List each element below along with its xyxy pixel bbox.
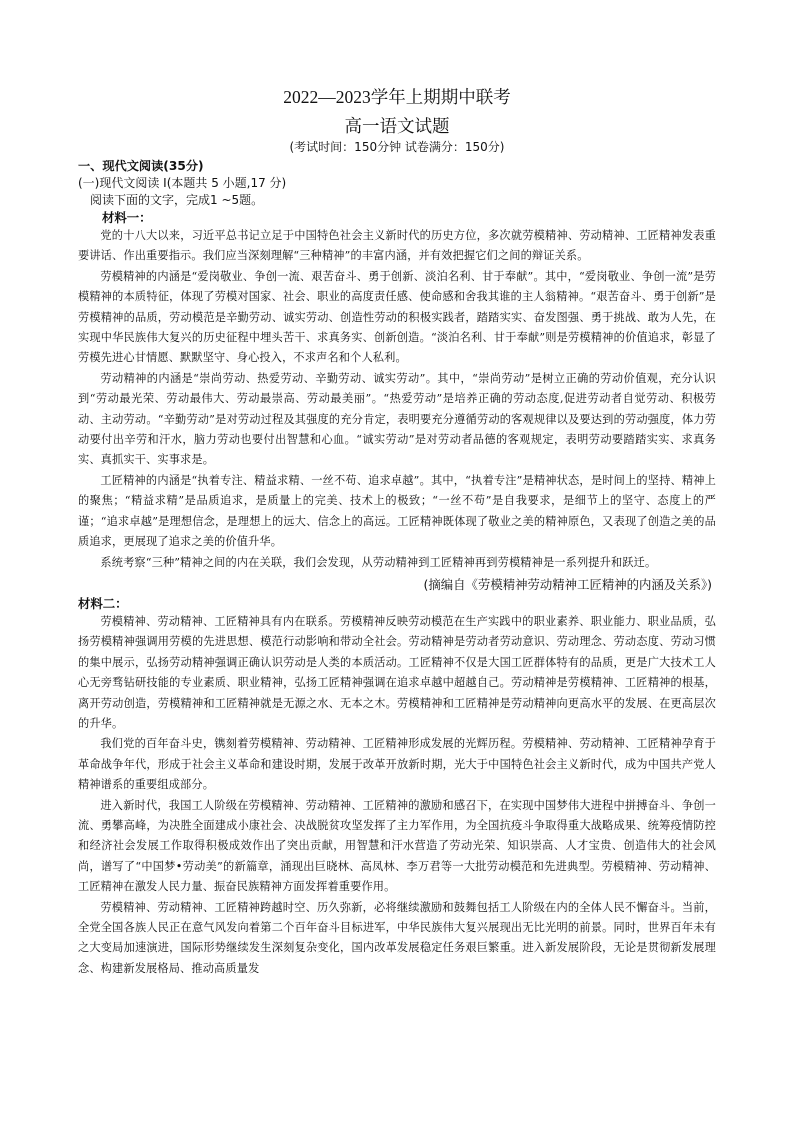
material-one-paragraph: 系统考察“三种”精神之间的内在关联，我们会发现，从劳动精神到工匠精神再到劳模精神是一系列提升和跃迁。 — [100, 555, 657, 569]
sub-section-heading: (一)现代文阅读 I(本题共 5 小题,17 分) — [78, 176, 287, 190]
exam-info: (考试时间：150分钟 试卷满分：150分) — [289, 140, 505, 154]
material-one-source: (摘编自《劳模精神劳动精神工匠精神的内涵及关系》) — [423, 576, 712, 592]
material-two-paragraph: 我们党的百年奋斗史，镌刻着劳模精神、劳动精神、工匠精神形成发展的光辉历程。劳模精神、劳动精神、工匠精神孕育于革命战争年代，形成于社会主义革命和建设时期，发展于改革开放新时期，光大于中国特色社会主义新时代，成为中国共产党人精神谱系的重要组成部分。 — [78, 737, 716, 792]
material-two-paragraph: 进入新时代，我国工人阶级在劳模精神、劳动精神、工匠精神的激励和感召下，在实现中国梦伟大进程中拼搏奋斗、争创一流、勇攀高峰，为决胜全面建成小康社会、决战脱贫攻坚发挥了主力军作用，为全国抗疫斗争取得重大战略成果、统筹疫情防控和经济社会发展工作取得积极成效作出了突出贡献，用智慧和汗水营造了劳动光荣、知识崇高、人才宝贵、创造伟大的社会风尚，谱写了“中国梦•劳动美”的新篇章，涌现出巨晓林、高凤林、李万君等一大批劳动模范和先进典型。劳模精神、劳动精神、工匠精神在激发人民力量、振奋民族精神方面发挥着重要作用。 — [78, 798, 716, 894]
material-one-paragraph: 党的十八大以来，习近平总书记立足于中国特色社会主义新时代的历史方位，多次就劳模精神、劳动精神、工匠精神发表重要讲话、作出重要指示。我们应当深刻理解“三种精神”的丰富内涵，并有效把握它们之间的辩证关系。 — [78, 229, 716, 263]
material-one-paragraph: 劳动精神的内涵是“崇尚劳动、热爱劳动、辛勤劳动、诚实劳动”。其中，“崇尚劳动”是树立正确的劳动价值观，充分认识到“劳动最光荣、劳动最伟大、劳动最崇高、劳动最美丽”。“热爱劳动”是培养正确的劳动态度,促进劳动者自觉劳动、积极劳动、主动劳动。“辛勤劳动”是对劳动过程及其强度的充分肯定，表明要充分遵循劳动的客观规律以及要达到的劳动强度，体力劳动要付出辛劳和汗水，脑力劳动也要付出智慧和心血。“诚实劳动”是对劳动者品德的客观规定，表明劳动要踏踏实实、求真务实、真抓实干、实事求是。 — [78, 371, 716, 467]
material-two-paragraph: 劳模精神、劳动精神、工匠精神跨越时空、历久弥新，必将继续激励和鼓舞包括工人阶级在内的全体人民不懈奋斗。当前，全党全国各族人民正在意气风发向着第二个百年奋斗目标进军，中华民族伟大复兴展现出无比光明的前景。同时，世界百年未有之大变局加速演进，国际形势继续发生深刻复杂变化，国内改革发展稳定任务艰巨繁重。进入新发展阶段，无论是贯彻新发展理念、构建新发展格局、推动高质量发 — [78, 900, 716, 975]
section-heading: 一、现代文阅读(35分) — [78, 159, 204, 173]
exam-subtitle: 高一语文试题 — [344, 116, 450, 136]
material-one-label: 材料一： — [102, 210, 152, 225]
reading-instruction: 阅读下面的文字，完成1 ~5题。 — [90, 193, 264, 207]
material-one-paragraph: 劳模精神的内涵是“爱岗敬业、争创一流、艰苦奋斗、勇于创新、淡泊名利、甘于奉献”。其中，“爱岗敬业、争创一流”是劳模精神的本质特征，体现了劳模对国家、社会、职业的高度责任感、使命感和舍我其谁的主人翁精神。“艰苦奋斗、勇于创新”是劳模精神的品质，劳动模范是辛勤劳动、诚实劳动、创造性劳动的积极实践者，踏踏实实、奋发图强、勇于挑战、敢为人先，在实现中华民族伟大复兴的历史征程中埋头苦干、求真务实、创新创造。“淡泊名利、甘于奉献”则是劳模精神的价值追求，彰显了劳模先进心甘情愿、默默坚守、身心投入，不求声名和个人私利。 — [78, 269, 716, 365]
material-one-paragraph: 工匠精神的内涵是“执着专注、精益求精、一丝不苟、追求卓越”。其中，“执着专注”是精神状态，是时间上的坚持、精神上的聚焦；“精益求精”是品质追求，是质量上的完美、技术上的极致；“一丝不苟”是自我要求，是细节上的坚守、态度上的严谨；“追求卓越”是理想信念，是理想上的远大、信念上的高远。工匠精神既体现了敬业之美的精神原色，又表现了创造之美的品质追求，更展现了追求之美的价值升华。 — [78, 473, 716, 549]
exam-title: 2022—2023学年上期期中联考 — [283, 87, 511, 107]
material-two-label: 材料二： — [78, 595, 128, 611]
material-two-paragraph: 劳模精神、劳动精神、工匠精神具有内在联系。劳模精神反映劳动模范在生产实践中的职业素养、职业能力、职业品质，弘扬劳模精神强调用劳模的先进思想、模范行动影响和带动全社会。劳动精神是劳动者劳动意识、劳动理念、劳动态度、劳动习惯的集中展示，弘扬劳动精神强调正确认识劳动是人类的本质活动。工匠精神不仅是大国工匠群体特有的品质，更是广大技术工人心无旁骛钻研技能的专业素质、职业精神，弘扬工匠精神强调在追求卓越中超越自己。劳动精神是劳模精神、工匠精神的根基，离开劳动创造，劳模精神和工匠精神就是无源之水、无本之木。劳模精神和工匠精神是劳动精神向更高水平的发展、在更高层次的升华。 — [78, 614, 716, 730]
